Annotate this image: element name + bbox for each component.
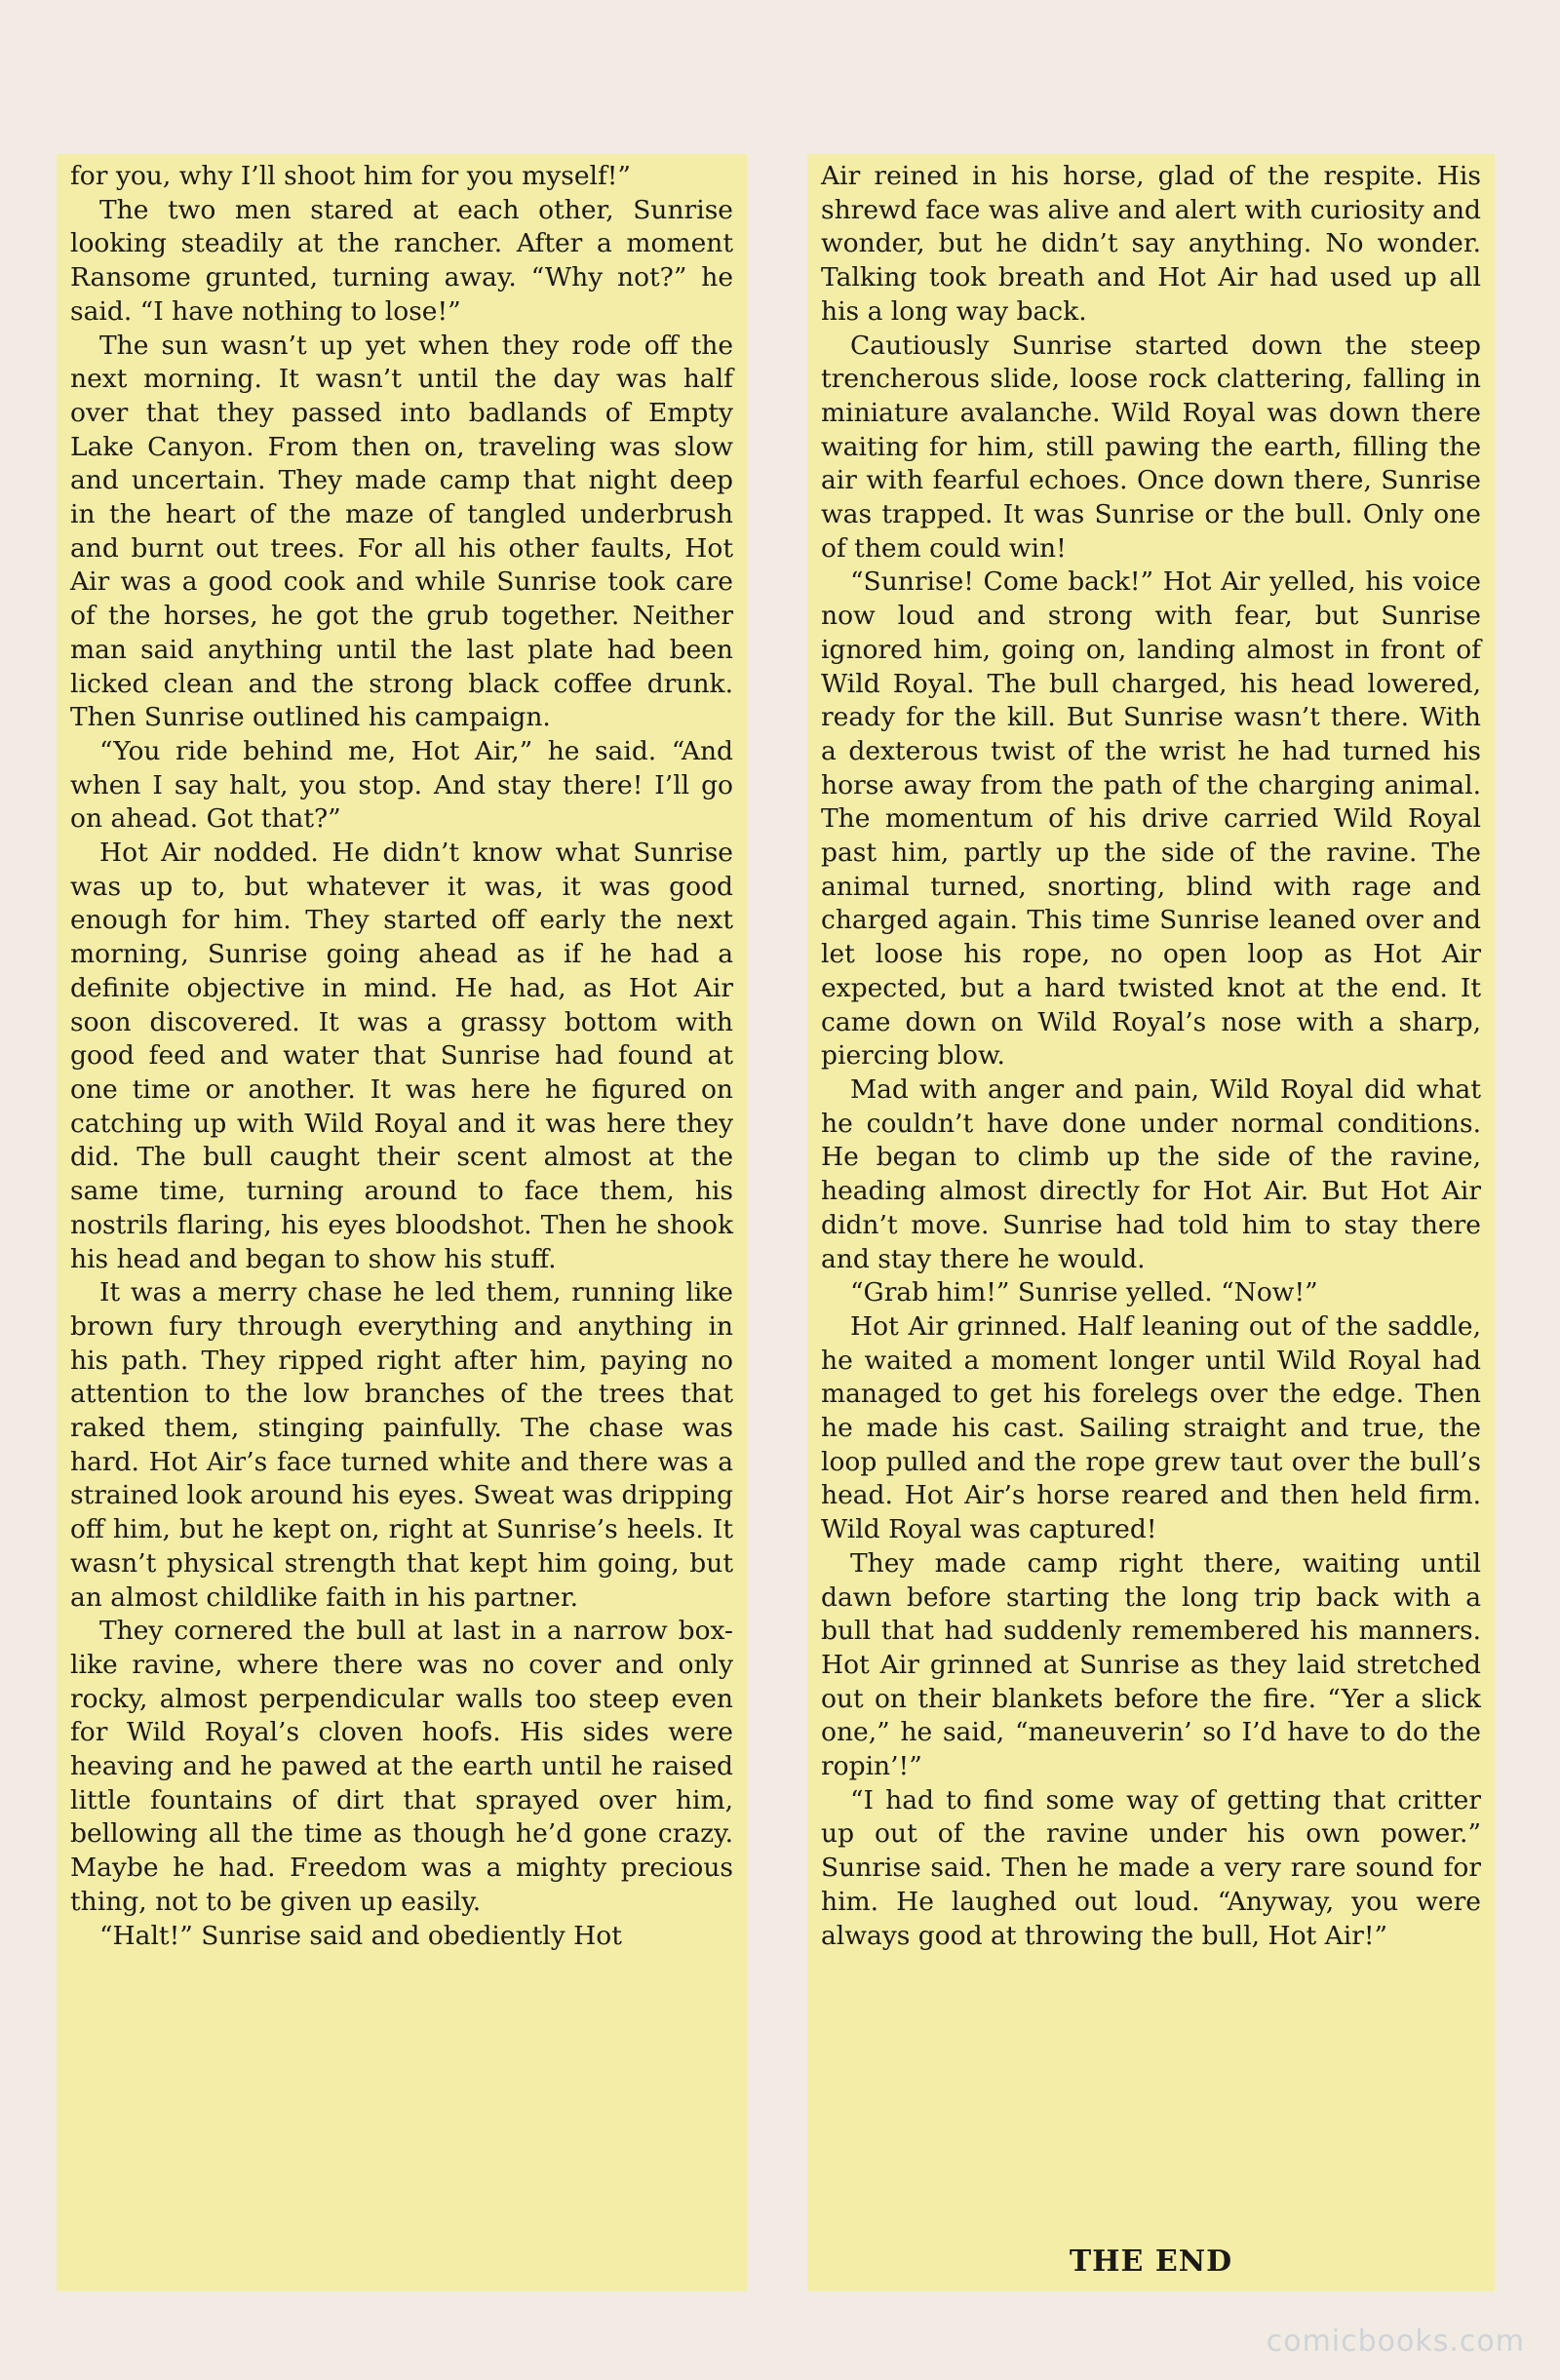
paragraph: “Halt!” Sunrise said and obediently Hot xyxy=(99,1920,622,1951)
paragraph: The two men stared at each other, Sunrise looking steadily at the rancher. After a moment Ransome grunted, turning away. “Why not?” he said. “I have nothing to lose!” xyxy=(70,194,733,327)
paragraph: Hot Air grinned. Half leaning out of the saddle, he waited a moment longer until Wild Royal had managed to get his forelegs over the edge. Then he made his cast. Sailing straight and true, the loop pulled and the rope grew taut over the bull’s head. Hot Air’s horse reared and then held firm. Wild Royal was captured! xyxy=(821,1310,1481,1545)
site-watermark: comicbooks.com xyxy=(1266,2324,1525,2359)
paragraph: “Sunrise! Come back!” Hot Air yelled, his voice now loud and strong with fear, but Sunrise ignored him, going on, landing almost in front of Wild Royal. The bull charged, his head lowered, ready for the kill. But Sunrise wasn’t there. With a dexterous twist of the wrist he had turned his horse away from the path of the charging animal. The momentum of his drive carried Wild Royal past him, partly up the side of the ravine. The animal turned, snorting, blind with rage and charged again. This time Sunrise leaned over and let loose his rope, no open loop as Hot Air expected, but a hard twisted knot at the end. It came down on Wild Royal’s nose with a sharp, piercing blow. xyxy=(821,566,1481,1072)
paragraph: “I had to find some way of getting that critter up out of the ravine under his own power.” Sunrise said. Then he made a very rare sound for him. He laughed out loud. “Anyway, you were always good at throwing the bull, Hot Air!” xyxy=(821,1784,1481,1951)
paragraph: “Grab him!” Sunrise yelled. “Now!” xyxy=(850,1277,1318,1308)
paragraph: for you, why I’ll shoot him for you myself!” xyxy=(70,161,631,191)
paragraph: Air reined in his horse, glad of the respite. His shrewd face was alive and alert with curiosity and wonder, but he didn’t say anything. No wonder. Talking took breath and Hot Air had used up all his a long way back. xyxy=(821,161,1481,327)
paragraph: Hot Air nodded. He didn’t know what Sunrise was up to, but whatever it was, it was good enough for him. They started off early the next morning, Sunrise going ahead as if he had a definite objective in mind. He had, as Hot Air soon discovered. It was a grassy bottom with good feed and water that Sunrise had found at one time or another. It was here he figured on catching up with Wild Royal and it was here they did. The bull caught their scent almost at the same time, turning around to face them, his nostrils flaring, his eyes bloodshot. Then he shook his head and began to show his stuff. xyxy=(70,838,733,1274)
paragraph: Cautiously Sunrise started down the steep trencherous slide, loose rock clattering, falling in miniature avalanche. Wild Royal was down there waiting for him, still pawing the earth, filling the air with fearful echoes. Once down there, Sunrise was trapped. It was Sunrise or the bull. Only one of them could win! xyxy=(821,330,1481,564)
paragraph: It was a merry chase he led them, running like brown fury through everything and anything in his path. They ripped right after him, paying no attention to the low branches of the trees that raked them, stinging painfully. The chase was hard. Hot Air’s face turned white and there was a strained look around his eyes. Sweat was dripping off him, but he kept on, right at Sunrise’s heels. It wasn’t physical strength that kept him going, but an almost childlike faith in his partner. xyxy=(70,1277,733,1613)
paragraph: They made camp right there, waiting until dawn before starting the long trip back with a bull that had suddenly remembered his manners. Hot Air grinned at Sunrise as they laid stretched out on their blankets before the fire. “Yer a slick one,” he said, “maneuverin’ so I’d have to do the ropin’!” xyxy=(821,1547,1481,1782)
the-end-label: THE END xyxy=(1069,2244,1233,2279)
paragraph: They cornered the bull at last in a narrow box-like ravine, where there was no cover and only rocky, almost perpendicular walls too steep even for Wild Royal’s cloven hoofs. His sides were heaving and he pawed at the earth until he raised little fountains of dirt that sprayed over him, bellowing all the time as though he’d gone crazy. Maybe he had. Freedom was a mighty precious thing, not to be given up easily. xyxy=(70,1616,733,1917)
paragraph: “You ride behind me, Hot Air,” he said. “And when I say halt, you stop. And stay there! I’ll go on ahead. Got that?” xyxy=(70,735,733,835)
paragraph: Mad with anger and pain, Wild Royal did what he couldn’t have done under normal conditions. He began to climb up the side of the ravine, heading almost directly for Hot Air. But Hot Air didn’t move. Sunrise had told him to stay there and stay there he would. xyxy=(821,1073,1481,1274)
right-text-column xyxy=(807,154,1495,2291)
left-text-column xyxy=(57,154,747,2291)
paragraph: The sun wasn’t up yet when they rode off the next morning. It wasn’t until the day was half over that they passed into badlands of Empty Lake Canyon. From then on, traveling was slow and uncertain. They made camp that night deep in the heart of the maze of tangled underbrush and burnt out trees. For all his other faults, Hot Air was a good cook and while Sunrise took care of the horses, he got the grub together. Neither man said anything until the last plate had been licked clean and the strong black coffee drunk. Then Sunrise outlined his campaign. xyxy=(70,330,733,733)
